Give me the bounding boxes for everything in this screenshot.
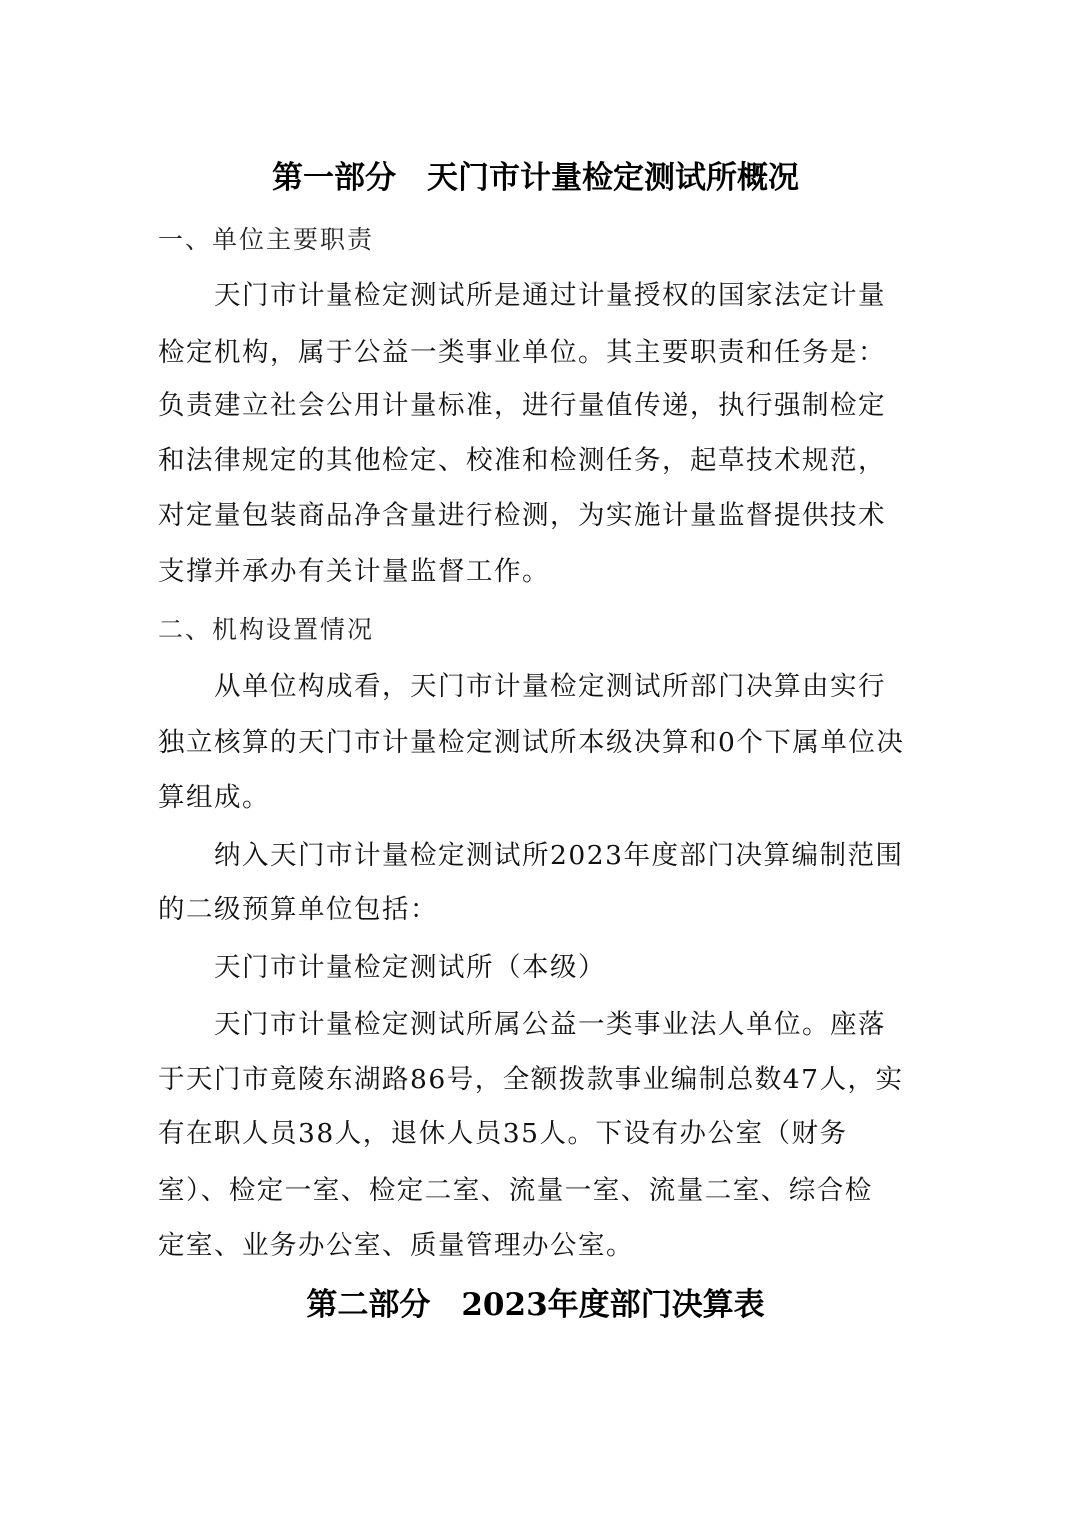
section1-line-5: 对定量包装商品净含量进行检测，为实施计量监督提供技术 <box>158 500 886 531</box>
section2-p4-line-5: 定室、业务办公室、质量管理办公室。 <box>158 1230 634 1261</box>
section1-line-6: 支撑并承办有关计量监督工作。 <box>158 556 550 587</box>
section2-p1-line-2: 独立核算的天门市计量检定测试所本级决算和0个下属单位决 <box>158 727 905 758</box>
section1-heading: 一、单位主要职责 <box>158 225 375 254</box>
section2-p2-line-2: 的二级预算单位包括： <box>158 894 438 925</box>
section1-line-2: 检定机构，属于公益一类事业单位。其主要职责和任务是： <box>158 337 886 368</box>
section2-p4-line-3: 有在职人员38人，退休人员35人。下设有办公室（财务 <box>158 1118 848 1149</box>
section1-line-4: 和法律规定的其他检定、校准和检测任务，起草技术规范， <box>158 445 886 476</box>
section2-p3-line: 天门市计量检定测试所（本级） <box>214 952 606 983</box>
section2-p4-line-2: 于天门市竟陵东湖路86号，全额拨款事业编制总数47人，实 <box>158 1064 904 1095</box>
section2-p2-line-1: 纳入天门市计量检定测试所2023年度部门决算编制范围 <box>214 840 904 871</box>
section2-p1-line-1: 从单位构成看，天门市计量检定测试所部门决算由实行 <box>214 671 886 702</box>
section2-p1-line-3: 算组成。 <box>158 782 270 813</box>
section2-heading: 二、机构设置情况 <box>158 615 375 644</box>
section2-p4-line-1: 天门市计量检定测试所属公益一类事业法人单位。座落 <box>214 1009 886 1040</box>
part1-title: 第一部分 天门市计量检定测试所概况 <box>272 160 799 196</box>
part2-title: 第二部分 2023年度部门决算表 <box>306 1287 765 1323</box>
section1-line-1: 天门市计量检定测试所是通过计量授权的国家法定计量 <box>214 280 886 311</box>
section1-line-3: 负责建立社会公用计量标准，进行量值传递，执行强制检定 <box>158 390 886 421</box>
section2-p4-line-4: 室）、检定一室、检定二室、流量一室、流量二室、综合检 <box>158 1175 873 1206</box>
